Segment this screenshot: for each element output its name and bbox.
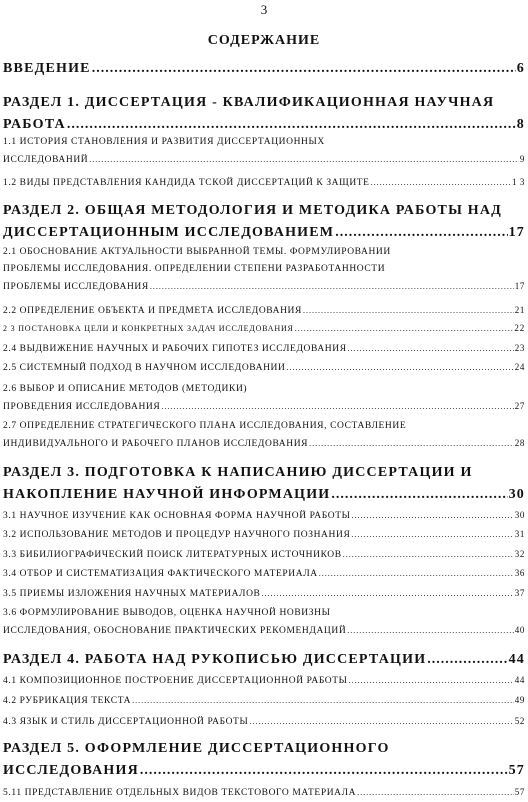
toc-entry-line: [3, 622, 525, 640]
toc-entry-text: РАЗДЕЛ 1. ДИССЕРТАЦИЯ - КВАЛИФИКАЦИОННАЯ НАУЧНАЯ: [3, 95, 495, 110]
toc-entry-line: [3, 672, 525, 690]
toc-entry: [3, 381, 525, 416]
toc-entry: [3, 507, 525, 525]
toc-page-number: 37: [514, 588, 525, 598]
dot-leader: [161, 398, 513, 415]
toc-entry-line: [3, 692, 525, 710]
toc-entry-text: 3.6 ФОРМУЛИРОВАНИЕ ВЫВОДОВ, ОЦЕНКА НАУЧНОЙ НОВИЗНЫ: [3, 608, 331, 618]
toc-page-number: 21: [514, 305, 525, 315]
toc-entry-text: 3.4 ОТБОР И СИСТЕМАТИЗАЦИЯ ФАКТИЧЕСКОГО МАТЕРИАЛА: [3, 569, 318, 579]
toc-page-number: 32: [514, 549, 525, 559]
toc-entry: [3, 58, 525, 80]
page-number: 3: [260, 2, 268, 17]
toc-page-number: 24: [514, 362, 525, 372]
toc-page-number: 49: [514, 695, 525, 705]
toc-entry-line: [3, 134, 525, 151]
toc-page-number: 22: [514, 323, 525, 333]
toc-entry-text: ИНДИВИДУАЛЬНОГО И РАБОЧЕГО ПЛАНОВ ИССЛЕДОВАНИЯ: [3, 439, 309, 449]
toc-entry-line: [3, 200, 525, 222]
toc-entry-line: [3, 585, 525, 603]
toc-entry-line: [3, 546, 525, 564]
toc-page-number: 44: [514, 675, 525, 685]
toc-entry-text: 3.1 НАУЧНОЕ ИЗУЧЕНИЕ КАК ОСНОВНАЯ ФОРМА НАУЧНОЙ РАБОТЫ: [3, 511, 351, 521]
toc-page-number: 28: [514, 438, 525, 448]
toc-entry-text: ВВЕДЕНИЕ: [3, 61, 91, 76]
toc-entry-text: 2.7 ОПРЕДЕЛЕНИЕ СТРАТЕГИЧЕСКОГО ПЛАНА ИССЛЕДОВАНИЯ, СОСТАВЛЕНИЕ: [3, 421, 407, 431]
toc-entry-text: 4.2 РУБРИКАЦИЯ ТЕКСТА: [3, 696, 132, 706]
toc-entry-line: [3, 278, 525, 296]
toc-entry-text: 2.4 ВЫДВИЖЕНИЕ НАУЧНЫХ И РАБОЧИХ ГИПОТЕЗ ИССЛЕДОВАНИЯ: [3, 344, 347, 354]
toc-page-number: 40: [514, 625, 525, 635]
toc-page-number: 9: [519, 154, 525, 164]
toc-entry: [3, 340, 525, 358]
toc-entry-text: РАЗДЕЛ 3. ПОДГОТОВКА К НАПИСАНИЮ ДИССЕРТАЦИИ И: [3, 465, 473, 480]
toc-entry: [3, 134, 525, 169]
toc-entry-line: [3, 398, 525, 416]
toc-entry-line: [3, 381, 525, 398]
toc-entry-line: [3, 484, 525, 506]
toc-entry: [3, 784, 525, 802]
toc-page-number: 44: [508, 652, 525, 667]
toc-page-number: 1 3: [511, 177, 525, 187]
toc-entry-line: [3, 320, 525, 337]
toc-entry-line: [3, 302, 525, 320]
page-title: СОДЕРЖАНИЕ: [207, 33, 321, 48]
toc-page-number: 6: [516, 61, 525, 76]
toc-entry-line: [3, 526, 525, 544]
toc-page-number: 30: [514, 510, 525, 520]
dot-leader: [371, 174, 511, 191]
toc-entry: [3, 526, 525, 544]
toc-entry-text: ПРОБЛЕМЫ ИССЛЕДОВАНИЯ: [3, 282, 149, 292]
dot-leader: [343, 546, 514, 563]
toc-entry-text: ПРОВЕДЕНИЯ ИССЛЕДОВАНИЯ: [3, 402, 161, 412]
toc-entry-text: НАКОПЛЕНИЕ НАУЧНОЙ ИНФОРМАЦИИ: [3, 487, 331, 502]
toc-page-number: 23: [514, 343, 525, 353]
toc-entry: [3, 692, 525, 710]
dot-leader: [295, 320, 514, 337]
toc-entry: [3, 605, 525, 640]
toc-entry-line: [3, 605, 525, 622]
toc-entry-line: [3, 565, 525, 583]
toc-entry-line: [3, 713, 525, 731]
toc-entry: [3, 320, 525, 337]
toc-page-number: 36: [514, 568, 525, 578]
toc-entry-line: [3, 151, 525, 169]
toc-entry: [3, 713, 525, 731]
toc-entry-line: [3, 784, 525, 802]
toc-entry-line: [3, 435, 525, 453]
dot-leader: [335, 222, 507, 244]
toc-entry-line: [3, 738, 525, 760]
toc-entry-text: ИССЛЕДОВАНИЯ: [3, 763, 139, 778]
toc-page-number: 8: [516, 117, 525, 132]
dot-leader: [349, 672, 514, 689]
dot-leader: [303, 302, 514, 319]
toc-entry-text: РАЗДЕЛ 4. РАБОТА НАД РУКОПИСЬЮ ДИССЕРТАЦИИ: [3, 652, 427, 667]
dot-leader: [132, 692, 514, 709]
toc-entry: [3, 649, 525, 671]
toc-entry-line: [3, 114, 525, 136]
toc-entry-text: 4.1 КОМПОЗИЦИОННОЕ ПОСТРОЕНИЕ ДИССЕРТАЦИОННОЙ РАБОТЫ: [3, 676, 348, 686]
toc-entry-text: РАЗДЕЛ 2. ОБЩАЯ МЕТОДОЛОГИЯ И МЕТОДИКА РАБОТЫ НАД: [3, 203, 502, 218]
toc-entry-line: [3, 340, 525, 358]
toc-entry-text: 5.11 ПРЕДСТАВЛЕНИЕ ОТДЕЛЬНЫХ ВИДОВ ТЕКСТОВОГО МАТЕРИАЛА: [3, 788, 357, 798]
dot-leader: [319, 565, 514, 582]
dot-leader: [286, 359, 513, 376]
toc-entry-text: ИССЛЕДОВАНИЙ: [3, 155, 89, 165]
toc-entry-line: [3, 507, 525, 525]
toc-page-number: 52: [514, 716, 525, 726]
toc-entry-line: [3, 244, 525, 261]
toc-page-number: 30: [508, 487, 525, 502]
toc-entry: [3, 585, 525, 603]
toc-entry: [3, 174, 525, 192]
toc-entry: [3, 92, 525, 136]
dot-leader: [249, 713, 513, 730]
toc-entry-text: 1.1 ИСТОРИЯ СТАНОВЛЕНИЯ И РАЗВИТИЯ ДИССЕРТАЦИОННЫХ: [3, 137, 325, 147]
toc-entry: [3, 546, 525, 564]
dot-leader: [357, 784, 514, 801]
toc-entry-line: [3, 359, 525, 377]
toc-entry-line: [3, 649, 525, 671]
toc-entry-text: ПРОБЛЕМЫ ИССЛЕДОВАНИЯ. ОПРЕДЕЛЕНИИ СТЕПЕНИ РАЗРАБОТАННОСТИ: [3, 264, 386, 274]
dot-leader: [150, 278, 514, 295]
toc-page-number: 57: [508, 763, 525, 778]
toc-entry: [3, 418, 525, 453]
toc-page-number: 57: [514, 787, 525, 797]
dot-leader: [348, 340, 514, 357]
toc-entry: [3, 200, 525, 244]
toc-entry-line: [3, 222, 525, 244]
dot-leader: [351, 526, 513, 543]
toc-entry: [3, 462, 525, 506]
toc-entry-line: [3, 760, 525, 782]
toc-entry-text: 2 3 ПОСТАНОВКА ЦЕЛИ И КОНКРЕТНЫХ ЗАДАЧ ИССЛЕДОВАНИЯ: [3, 324, 294, 333]
toc-entry-line: [3, 92, 525, 114]
toc-entry-text: ИССЛЕДОВАНИЯ, ОБОСНОВАНИЕ ПРАКТИЧЕСКИХ РЕКОМЕНДАЦИЙ: [3, 626, 347, 636]
dot-leader: [331, 484, 507, 506]
dot-leader: [67, 114, 516, 136]
toc-entry: [3, 302, 525, 320]
dot-leader: [140, 760, 508, 782]
dot-leader: [352, 507, 514, 524]
toc-entry-text: 3.5 ПРИЕМЫ ИЗЛОЖЕНИЯ НАУЧНЫХ МАТЕРИАЛОВ: [3, 589, 261, 599]
toc-entry-text: 3.2 ИСПОЛЬЗОВАНИЕ МЕТОДОВ И ПРОЦЕДУР НАУЧНОГО ПОЗНАНИЯ: [3, 530, 351, 540]
toc-entry: [3, 359, 525, 377]
dot-leader: [89, 151, 519, 168]
dot-leader: [427, 649, 507, 671]
toc-entry-line: [3, 261, 525, 278]
toc-entry-text: 3.3 БИБИЛИОГРАФИЧЕСКИЙ ПОИСК ЛИТЕРАТУРНЫХ ИСТОЧНИКОВ: [3, 550, 342, 560]
toc-entry: [3, 672, 525, 690]
dot-leader: [347, 622, 514, 639]
toc-page-number: 17: [508, 225, 525, 240]
dot-leader: [261, 585, 513, 602]
toc-entry-text: 2.1 ОБОСНОВАНИЕ АКТУАЛЬНОСТИ ВЫБРАННОЙ ТЕМЫ. ФОРМУЛИРОВАНИИ: [3, 247, 391, 257]
toc-page-number: 27: [514, 401, 525, 411]
toc-entry-text: 2.2 ОПРЕДЕЛЕНИЕ ОБЪЕКТА И ПРЕДМЕТА ИССЛЕДОВАНИЯ: [3, 306, 302, 316]
toc-entry-line: [3, 174, 525, 192]
toc-entry-text: РАБОТА: [3, 117, 66, 132]
toc-entry-text: 2.6 ВЫБОР И ОПИСАНИЕ МЕТОДОВ (МЕТОДИКИ): [3, 384, 248, 394]
toc-entry-text: РАЗДЕЛ 5. ОФОРМЛЕНИЕ ДИССЕРТАЦИОННОГО: [3, 741, 390, 756]
dot-leader: [309, 435, 514, 452]
toc-entry-text: 4.3 ЯЗЫК И СТИЛЬ ДИССЕРТАЦИОННОЙ РАБОТЫ: [3, 717, 249, 727]
toc-page-number: 31: [514, 529, 525, 539]
toc-page-number: 17: [514, 281, 525, 291]
toc-entry-line: [3, 58, 525, 80]
toc-entry: [3, 565, 525, 583]
toc-entry-line: [3, 418, 525, 435]
toc-entry: [3, 244, 525, 296]
toc-entry-text: 2.5 СИСТЕМНЫЙ ПОДХОД В НАУЧНОМ ИССЛЕДОВАНИИ: [3, 363, 286, 373]
toc-entry-text: 1.2 ВИДЫ ПРЕДСТАВЛЕНИЯ КАНДИДА ТСКОЙ ДИССЕРТАЦИЙ К ЗАЩИТЕ: [3, 178, 370, 188]
toc-entry-text: ДИССЕРТАЦИОННЫМ ИССЛЕДОВАНИЕМ: [3, 225, 335, 240]
dot-leader: [92, 58, 516, 80]
toc-entry-line: [3, 462, 525, 484]
toc-entry: [3, 738, 525, 782]
